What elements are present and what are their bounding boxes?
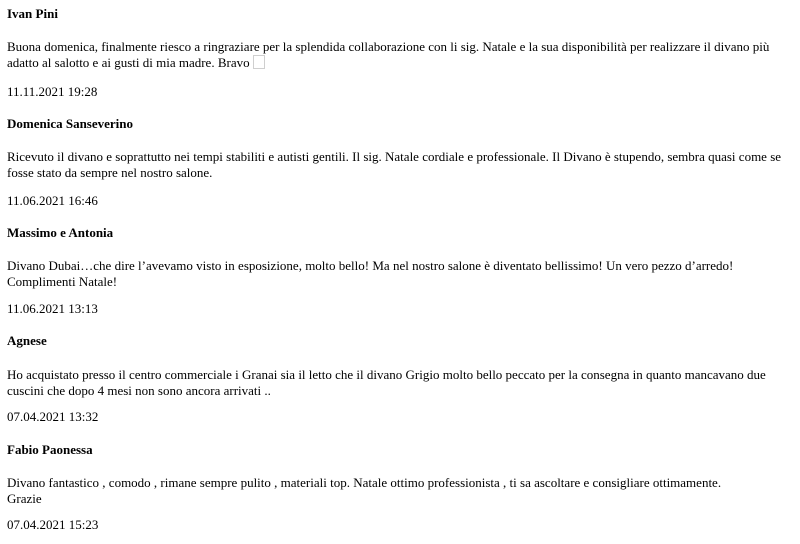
review-text: Ho acquistato presso il centro commerciale i Granai sia il letto che il divano Grigio molto bello peccato per la consegna in quanto mancavano due cuscini che dopo 4 mesi non sono ancora arrivati .. <box>7 367 766 398</box>
review-text-container <box>7 475 793 507</box>
review-author: Fabio Paonessa <box>7 442 93 457</box>
review-author: Domenica Sanseverino <box>7 116 134 131</box>
review-text-line: Grazie <box>7 491 42 506</box>
review-date: 07.04.2021 13:32 <box>7 409 99 424</box>
review-item <box>7 333 793 424</box>
review-date: 11.06.2021 13:13 <box>7 301 98 316</box>
review-item <box>7 225 793 316</box>
review-author: Ivan Pini <box>7 6 58 21</box>
review-text: Buona domenica, finalmente riesco a ringraziare per la splendida collaborazione con li sig. Natale e la sua disponibilità per realizzare il divano più adatto al salotto e ai gusti di mia madre. Bravo <box>7 39 770 70</box>
emoji-placeholder-icon <box>253 55 265 69</box>
review-item <box>7 442 793 532</box>
review-date: 11.06.2021 16:46 <box>7 193 98 208</box>
review-text: Ricevuto il divano e soprattutto nei tempi stabiliti e autisti gentili. Il sig. Natale cordiale e professionale. Il Divano è stupendo, sembra quasi come se fosse stato da sempre nel nostro salone. <box>7 149 782 180</box>
review-text-line: Divano fantastico , comodo , rimane sempre pulito , materiali top. Natale ottimo professionista , ti sa ascoltare e consigliare ottimamente. <box>7 475 722 490</box>
review-item <box>7 116 793 208</box>
review-text-container <box>7 39 793 71</box>
review-date: 11.11.2021 19:28 <box>7 84 98 99</box>
review-author: Agnese <box>7 333 47 348</box>
review-date: 07.04.2021 15:23 <box>7 517 99 532</box>
review-author: Massimo e Antonia <box>7 225 114 240</box>
review-item <box>7 6 793 99</box>
review-text: Divano Dubai…che dire l’avevamo visto in esposizione, molto bello! Ma nel nostro salone è diventato bellissimo! Un vero pezzo d’arredo! Complimenti Natale! <box>7 258 734 289</box>
